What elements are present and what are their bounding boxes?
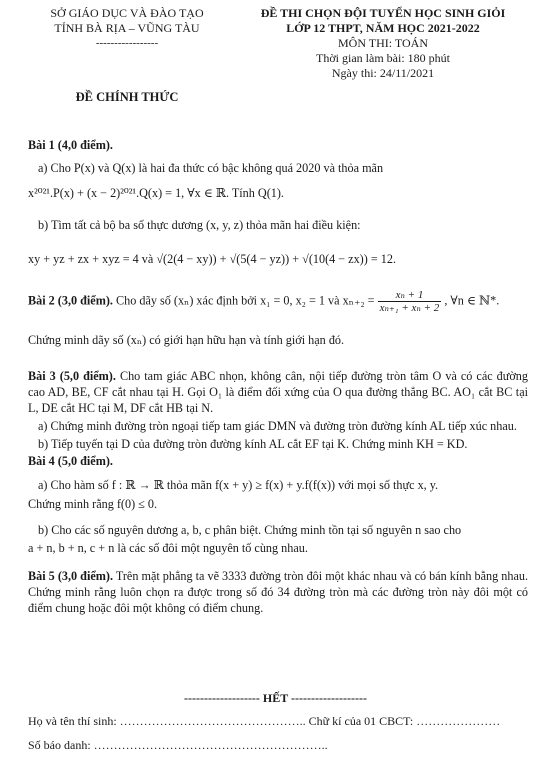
- department-name: SỞ GIÁO DỤC VÀ ĐÀO TẠO: [50, 6, 204, 20]
- problem-4-title: Bài 4 (5,0 điểm).: [28, 454, 113, 468]
- exam-content: [28, 135, 528, 616]
- problem-1b-text: b) Tìm tất cả bộ ba số thực dương (x, y, z) thỏa mãn hai điều kiện:: [38, 218, 361, 232]
- problem-5-text: Trên mặt phẳng ta vẽ 3333 đường tròn đôi một khác nhau và có bán kính bằng nhau. Chứng minh rằng luôn chọn ra được trong số đó 34 đường tròn mà các đường tròn này đôi một có điểm chung hoặc đôi một không có điểm chung.: [28, 569, 528, 615]
- fraction-numerator: xₙ + 1: [378, 289, 442, 302]
- exam-title: ĐỀ THI CHỌN ĐỘI TUYỂN HỌC SINH GIỎI: [260, 6, 506, 20]
- exam-grade-year: LỚP 12 THPT, NĂM HỌC 2021-2022: [286, 21, 480, 35]
- header-exam-info: [238, 6, 528, 81]
- exam-time: Thời gian làm bài: 180 phút: [316, 51, 450, 65]
- header-divider: -----------------: [95, 37, 159, 49]
- problem-2-title: Bài 2 (3,0 điểm).: [28, 293, 113, 308]
- problem-3-intro: Cho tam giác ABC nhọn, không cân, nội tiếp đường tròn tâm O và có các đường cao AD, BE, CF cắt nhau tại H. Gọi O₁ là điểm đối xứng của O qua đường thẳng BC. AO₁ cắt BC tại L, DE cắt HC tại M, DF cắt HB tại N.: [28, 369, 528, 415]
- official-label: ĐỀ CHÍNH THỨC: [75, 90, 179, 104]
- header-department: [22, 6, 232, 49]
- end-marker: ------------------- HẾT -------------------: [184, 691, 367, 705]
- problem-1b-equation: xy + yz + zx + xyz = 4 và √(2(4 − xy)) + √(5(4 − yz)) + √(10(4 − zx)) = 12.: [28, 252, 397, 266]
- problem-3-title: Bài 3 (5,0 điểm).: [28, 369, 116, 383]
- problem-1-title: Bài 1 (4,0 điểm).: [28, 138, 113, 152]
- candidate-id-line: Số báo danh: …………………………………………………..: [28, 738, 328, 752]
- problem-2-claim: Chứng minh dãy số (xₙ) có giới hạn hữu hạn và tính giới hạn đó.: [28, 333, 345, 347]
- problem-1a-text: a) Cho P(x) và Q(x) là hai đa thức có bậc không quá 2020 và thỏa mãn: [38, 161, 384, 175]
- province-name: TỈNH BÀ RỊA – VŨNG TÀU: [54, 21, 200, 35]
- problem-4a-text: a) Cho hàm số f : ℝ → ℝ thỏa mãn f(x + y) ≥ f(x) + y.f(f(x)) với mọi số thực x, y.: [38, 478, 439, 492]
- problem-4b-text: b) Cho các số nguyên dương a, b, c phân biệt. Chứng minh tồn tại số nguyên n sao cho: [38, 523, 462, 537]
- exam-date: Ngày thi: 24/11/2021: [331, 66, 435, 80]
- candidate-name-line: Họ và tên thí sinh: ……………………………………….. Chữ kí của 01 CBCT: …………………: [28, 714, 501, 728]
- exam-subject: MÔN THI: TOÁN: [337, 36, 428, 50]
- recurrence-fraction: [378, 289, 442, 314]
- fraction-denominator: xₙ₊₁ + xₙ + 2: [379, 302, 440, 314]
- problem-5-title: Bài 5 (3,0 điểm).: [28, 569, 113, 583]
- problem-1a-equation: x²⁰²¹.P(x) + (x − 2)²⁰²¹.Q(x) = 1, ∀x ∈ ℝ. Tính Q(1).: [28, 186, 284, 200]
- problem-2-intro: Cho dãy số (xₙ) xác định bởi x₁ = 0, x₂ = 1 và xₙ₊₂ =: [116, 293, 375, 308]
- problem-5-statement: [28, 568, 528, 616]
- problem-3b-text: b) Tiếp tuyến tại D của đường tròn đường kính AL cắt EF tại K. Chứng minh KH = KD.: [38, 437, 468, 451]
- problem-3a-text: a) Chứng minh đường tròn ngoại tiếp tam giác DMN và đường tròn đường kính AL tiếp xúc nhau.: [38, 419, 517, 433]
- problem-3-statement: [28, 368, 528, 416]
- problem-2-tail: , ∀n ∈ ℕ*.: [444, 293, 500, 308]
- problem-2-statement: [28, 289, 528, 314]
- problem-4a-claim: Chứng minh rằng f(0) ≤ 0.: [28, 497, 158, 511]
- problem-4b-claim: a + n, b + n, c + n là các số đôi một nguyên tố cùng nhau.: [28, 541, 308, 555]
